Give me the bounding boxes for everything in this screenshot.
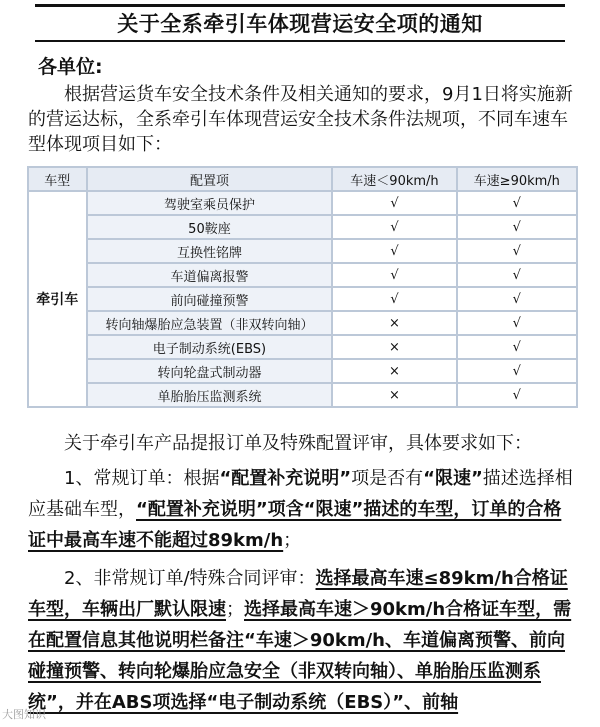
quote-config-note: “配置补充说明” <box>219 468 352 489</box>
low-speed-mark: √ <box>332 191 456 215</box>
regular-order-select: 描述选择相应基础车型， <box>28 468 573 520</box>
low-speed-mark: × <box>332 335 456 359</box>
low-speed-mark: √ <box>332 263 456 287</box>
table-header-row <box>28 167 577 191</box>
high-speed-mark: √ <box>457 191 577 215</box>
regular-order-paragraph <box>28 463 578 556</box>
high-speed-mark: √ <box>457 263 577 287</box>
low-speed-mark: × <box>332 359 456 383</box>
intro-paragraph: 根据营运货车安全技术条件及相关通知的要求，9月1日将实施新的营运达标，全系牵引车体现营运安全技术条件法规项，不同车速车型体现项目如下： <box>28 84 573 155</box>
config-item-name: 单胎胎压监测系统 <box>87 383 333 407</box>
title-bottom-rule <box>35 40 565 42</box>
regular-order-rule: “配置补充说明”项含“限速”描述的车型，订单的合格证中最高车速不能超过89km/h <box>28 499 562 551</box>
special-order-rule-low: 选择最高车速≤89km/h合格证车型，车辆出厂默认限速 <box>28 568 568 620</box>
config-item-name: 50鞍座 <box>87 215 333 239</box>
regular-order-end: ； <box>283 530 302 551</box>
header-speed-below-90: 车速＜90km/h <box>332 167 456 191</box>
special-order-sep: ； <box>226 599 244 620</box>
low-speed-mark: √ <box>332 287 456 311</box>
table-row <box>28 359 577 383</box>
config-item-name: 驾驶室乘员保护 <box>87 191 333 215</box>
table-row <box>28 287 577 311</box>
header-speed-at-least-90: 车速≥90km/h <box>457 167 577 191</box>
high-speed-mark: √ <box>457 287 577 311</box>
config-item-name: 电子制动系统(EBS) <box>87 335 333 359</box>
title-top-rule <box>35 4 565 7</box>
quote-speed-limit: “限速” <box>423 468 483 489</box>
high-speed-mark: √ <box>457 359 577 383</box>
config-table <box>27 166 578 408</box>
table-row <box>28 335 577 359</box>
config-item-name: 车道偏离报警 <box>87 263 333 287</box>
table-row <box>28 239 577 263</box>
special-order-rule-high: 选择最高车速＞90km/h合格证车型，需在配置信息其他说明栏备注“车速＞90km/h、车道偏离预警、前向碰撞预警、转向轮爆胎应急安全（非双转向轴）、单胎胎压监测系统”，并在ABS项选择“电子制动系统（EBS）”、前轴 <box>28 599 572 713</box>
table-row <box>28 383 577 407</box>
regular-order-mid: 项是否有 <box>351 468 424 489</box>
high-speed-mark: √ <box>457 215 577 239</box>
regular-order-lead: 1、常规订单：根据 <box>64 468 220 489</box>
table-row <box>28 191 577 215</box>
high-speed-mark: √ <box>457 335 577 359</box>
table-row <box>28 311 577 335</box>
requirements-intro: 关于牵引车产品提报订单及特殊配置评审，具体要求如下： <box>64 433 532 454</box>
special-order-paragraph <box>28 563 578 718</box>
vehicle-group-cell: 牵引车 <box>28 191 87 407</box>
config-item-name: 转向轮盘式制动器 <box>87 359 333 383</box>
special-order-lead: 2、非常规订单/特殊合同评审： <box>64 568 316 589</box>
header-vehicle-type: 车型 <box>28 167 87 191</box>
table-row <box>28 263 577 287</box>
low-speed-mark: × <box>332 311 456 335</box>
high-speed-mark: √ <box>457 311 577 335</box>
salutation: 各单位: <box>38 56 103 78</box>
low-speed-mark: √ <box>332 215 456 239</box>
low-speed-mark: √ <box>332 239 456 263</box>
config-item-name: 转向轴爆胎应急装置（非双转向轴） <box>87 311 333 335</box>
config-item-name: 前向碰撞预警 <box>87 287 333 311</box>
header-config-item: 配置项 <box>87 167 333 191</box>
high-speed-mark: √ <box>457 239 577 263</box>
notice-title: 关于全系牵引车体现营运安全项的通知 <box>117 12 483 36</box>
config-item-name: 互换性铭牌 <box>87 239 333 263</box>
high-speed-mark: √ <box>457 383 577 407</box>
low-speed-mark: × <box>332 383 456 407</box>
watermark-logo: 大图知识 <box>2 708 46 721</box>
table-row <box>28 215 577 239</box>
